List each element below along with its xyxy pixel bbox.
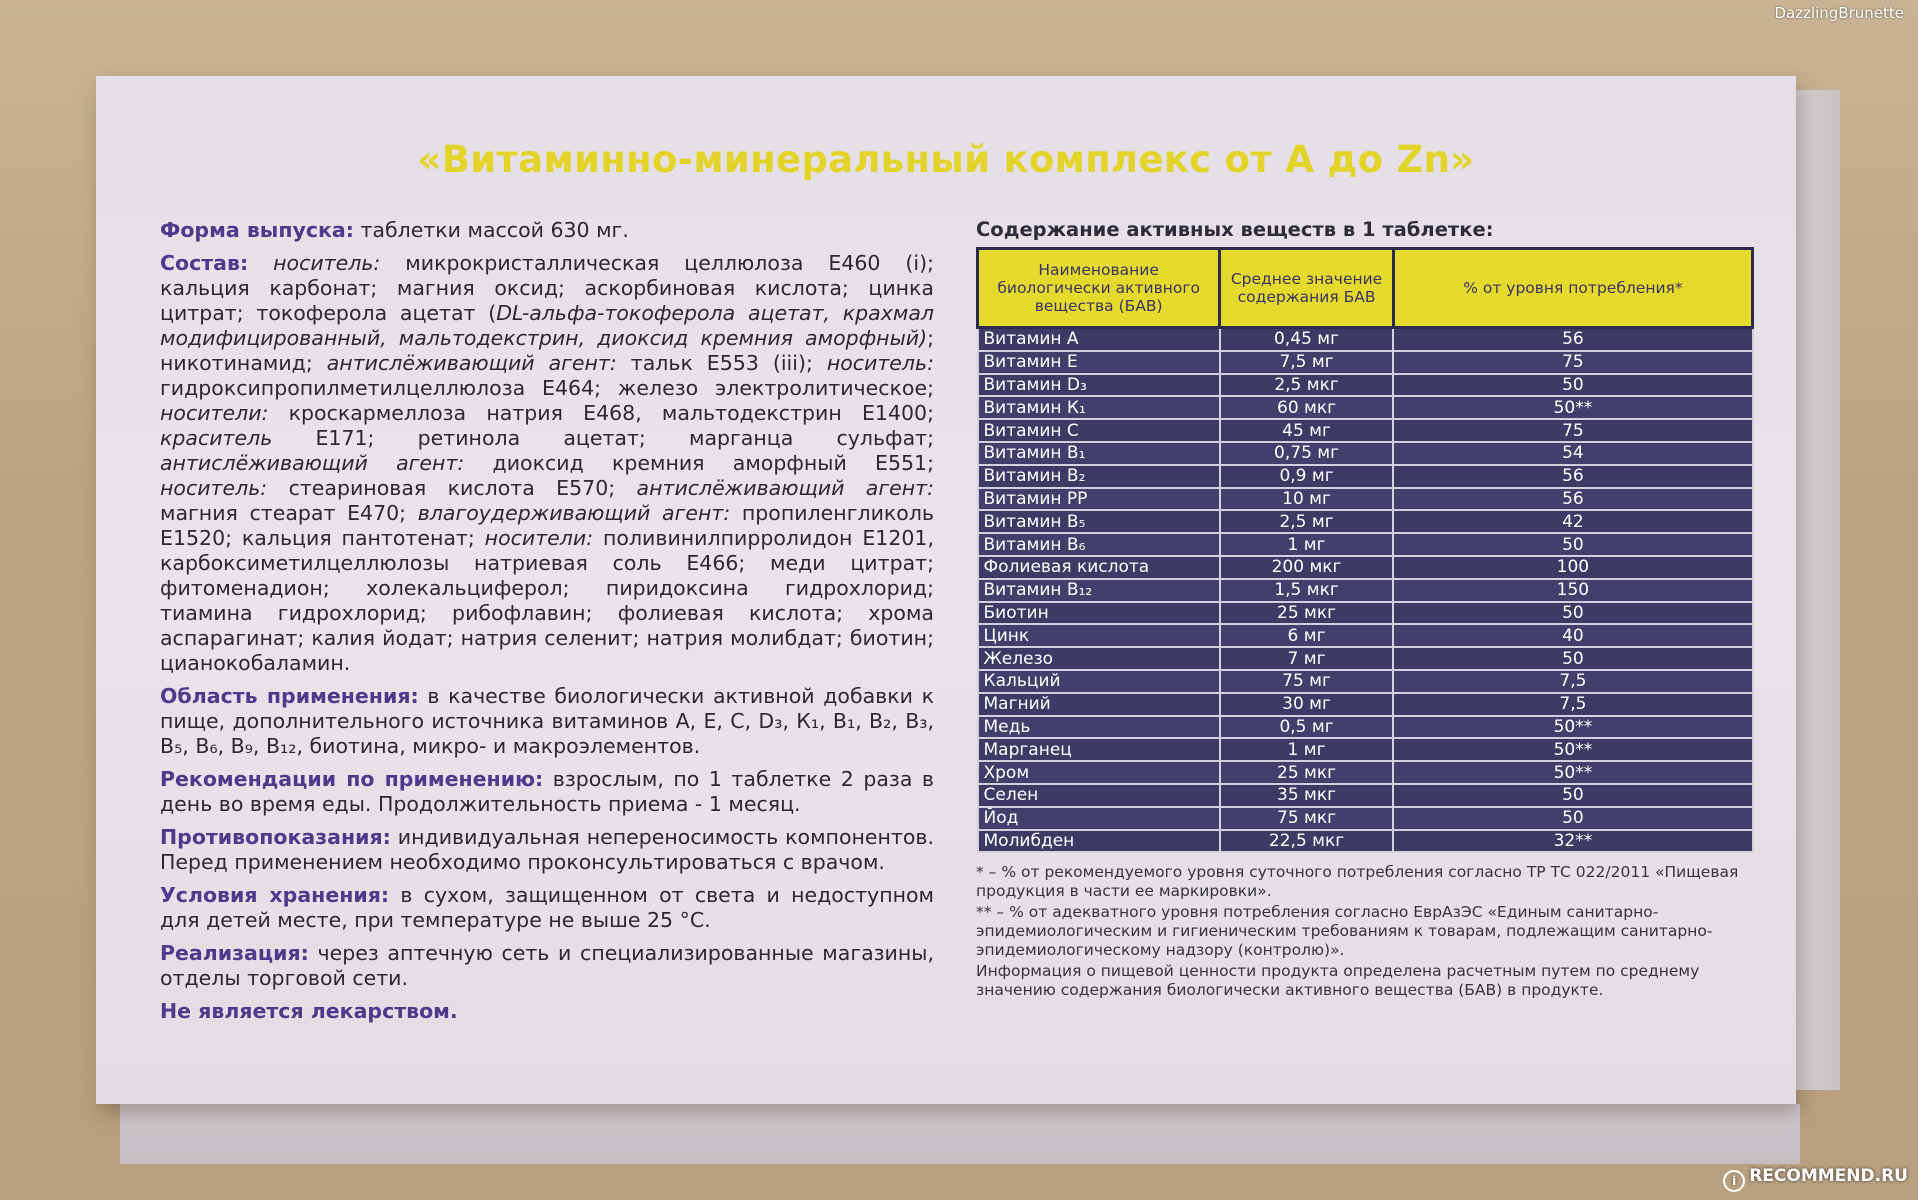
cell-percent: 50** [1393,716,1752,739]
cell-amount: 1,5 мкг [1220,579,1394,602]
recommendations-text: взрослым, по 1 таблетке 2 раза в день во время еды. Продолжительность приема - 1 месяц. [160,767,935,816]
cell-amount: 1 мг [1220,738,1394,761]
table-header-row [978,249,1753,328]
table-row [978,351,1753,374]
cell-substance: Цинк [978,624,1220,647]
table-row [978,579,1753,602]
area-text: в качестве биологически активной добавки к пище, дополнительного источника витаминов А, Е, С, D₃, К₁, В₁, В₂, В₃, В₅, В₆, В₉, В₁₂, биотина, микро- и макроэлементов. [160,684,934,758]
cell-amount: 6 мг [1220,624,1394,647]
composition-segment: носители: [484,526,594,550]
cell-substance: Селен [978,784,1220,807]
cell-amount: 7,5 мг [1220,351,1394,374]
composition-label: Состав: [160,251,249,275]
composition-segment: влагоудерживающий агент: [417,501,731,525]
composition-section [160,251,934,676]
composition-segment: краситель [160,426,273,450]
footnote-2: ** – % от адекватного уровня потребления согласно ЕврАзЭС «Единым санитарно-эпидемиологическим и гигиеническим требованиям к товарам, подлежащим санитарно-эпидемиологическому надзору (контролю)». [976,903,1713,960]
cell-percent: 56 [1393,328,1752,351]
site-watermark-text: RECOMMEND.RU [1749,1166,1908,1186]
sale-text: через аптечную сеть и специализированные магазины, отделы торговой сети. [160,941,934,990]
composition-segment: носитель: [160,476,268,500]
cell-substance: Марганец [978,738,1220,761]
cell-amount: 0,45 мг [1220,328,1394,351]
table-row [978,670,1753,693]
header-percent: % от уровня потребления* [1393,249,1752,328]
composition-segment: носитель: [248,251,381,275]
recommendations-section [160,767,934,817]
form-text: таблетки массой 630 мг. [353,218,629,242]
cell-substance: Витамин В₆ [978,533,1220,556]
cell-substance: Кальций [978,670,1220,693]
cell-amount: 7 мг [1220,647,1394,670]
cell-substance: Магний [978,693,1220,716]
area-section [160,684,934,759]
footnote-3: Информация о пищевой ценности продукта определена расчетным путем по среднему значению содержания биологически активного вещества (БАВ) в продукте. [976,962,1700,1000]
cell-amount: 25 мкг [1220,602,1394,625]
product-title: «Витаминно-минеральный комплекс от А до Zn» [417,138,1475,181]
table-row [978,442,1753,465]
cell-amount: 35 мкг [1220,784,1394,807]
composition-segment: гидроксипропилметилцеллюлоза Е464; железо электролитическое; [160,376,934,400]
cell-amount: 0,75 мг [1220,442,1394,465]
cell-substance: Витамин В₁ [978,442,1220,465]
cell-percent: 50** [1393,761,1752,784]
table-row [978,807,1753,830]
composition-segment: ; никотинамид; [160,326,934,375]
table-row [978,465,1753,488]
form-section [160,218,934,243]
cell-amount: 2,5 мкг [1220,374,1394,397]
cell-substance: Витамин В₅ [978,510,1220,533]
composition-segment: стеариновая кислота Е570; [267,476,637,500]
composition-segment: кроскармеллоза натрия Е468, мальтодекстрин Е1400; [268,401,934,425]
table-row [978,602,1753,625]
site-logo-icon: i [1723,1170,1745,1192]
cell-percent: 40 [1393,624,1752,647]
cell-percent: 50** [1393,396,1752,419]
footnote-1: * – % от рекомендуемого уровня суточного потребления согласно ТР ТС 022/2011 «Пищевая продукция в части ее маркировки». [976,863,1739,901]
not-drug-notice: Не является лекарством. [160,999,458,1023]
cell-percent: 75 [1393,419,1752,442]
table-title: Содержание активных веществ в 1 таблетке: [976,218,1494,241]
table-row [978,738,1753,761]
contraindications-text: индивидуальная непереносимость компонентов. Перед применением необходимо проконсультироваться с врачом. [160,825,934,874]
cell-amount: 0,9 мг [1220,465,1394,488]
cell-substance: Витамин А [978,328,1220,351]
cell-amount: 25 мкг [1220,761,1394,784]
composition-segment: антислёживающий агент: [636,476,935,500]
cell-percent: 50 [1393,533,1752,556]
table-row [978,624,1753,647]
sale-label: Реализация: [160,941,309,965]
sale-section [160,941,934,991]
composition-segment: DL-альфа-токоферола ацетат, крахмал модифицированный, мальтодекстрин, диоксид кремния аморфный) [160,301,935,350]
table-row [978,374,1753,397]
cell-percent: 56 [1393,488,1752,511]
storage-label: Условия хранения: [160,883,390,907]
header-amount: Среднее значение содержания БАВ [1220,249,1394,328]
table-row [978,419,1753,442]
cell-amount: 22,5 мкг [1220,830,1394,853]
nutrition-panel [976,218,1756,1002]
cell-percent: 50 [1393,647,1752,670]
composition-segment: Е171; ретинола ацетат; марганца сульфат; [272,426,934,450]
cell-percent: 150 [1393,579,1752,602]
cell-percent: 75 [1393,351,1752,374]
cell-substance: Железо [978,647,1220,670]
cell-percent: 50 [1393,602,1752,625]
cell-percent: 100 [1393,556,1752,579]
cell-amount: 75 мкг [1220,807,1394,830]
author-watermark: DazzlingBrunette [1774,4,1904,22]
box-bottom-panel [120,1104,1800,1164]
cell-percent: 50 [1393,784,1752,807]
table-row [978,716,1753,739]
table-row [978,396,1753,419]
contraindications-section [160,825,934,875]
cell-substance: Фолиевая кислота [978,556,1220,579]
table-row [978,488,1753,511]
cell-amount: 200 мкг [1220,556,1394,579]
cell-substance: Витамин Е [978,351,1220,374]
cell-substance: Витамин D₃ [978,374,1220,397]
area-label: Область применения: [160,684,419,708]
nutrition-table [976,247,1754,853]
composition-segment: тальк Е553 (iii); [616,351,827,375]
cell-percent: 7,5 [1393,670,1752,693]
table-row [978,761,1753,784]
table-row [978,784,1753,807]
cell-percent: 56 [1393,465,1752,488]
composition-segment: пропиленгликоль Е1520; кальция пантотенат; [160,501,935,550]
composition-segment: микрокристаллическая целлюлоза Е460 (i); кальция карбонат; магния оксид; аскорбиновая кислота; цинка цитрат; токоферола ацетат ( [160,251,935,325]
composition-segment: носитель: [826,351,935,375]
cell-percent: 50** [1393,738,1752,761]
cell-substance: Витамин РР [978,488,1220,511]
cell-amount: 10 мг [1220,488,1394,511]
recommendations-label: Рекомендации по применению: [160,767,544,791]
composition-segment: антислёживающий агент: [160,451,465,475]
cell-amount: 1 мг [1220,533,1394,556]
storage-text: в сухом, защищенном от света и недоступном для детей месте, при температуре не выше 25 °С. [160,883,935,932]
product-description [160,218,934,1032]
cell-substance: Йод [978,807,1220,830]
contraindications-label: Противопоказания: [160,825,391,849]
cell-percent: 54 [1393,442,1752,465]
cell-percent: 42 [1393,510,1752,533]
table-row [978,510,1753,533]
cell-amount: 75 мг [1220,670,1394,693]
cell-amount: 60 мкг [1220,396,1394,419]
cell-substance: Биотин [978,602,1220,625]
cell-amount: 2,5 мг [1220,510,1394,533]
cell-substance: Витамин К₁ [978,396,1220,419]
table-row [978,556,1753,579]
cell-amount: 45 мг [1220,419,1394,442]
composition-segment: поливинилпирролидон Е1201, карбоксиметилцеллюлозы натриевая соль Е466; меди цитрат; фитоменадион; холекальциферол; пиридоксина гидрохлорид; тиамина гидрохлорид; рибофлавин; фолиевая кислота; хрома аспарагинат; калия йодат; натрия селенит; натрия молибдат; биотин; цианокобаламин. [160,526,934,675]
package-box [96,76,1796,1104]
composition-segment: антислёживающий агент: [326,351,617,375]
cell-substance: Витамин В₁₂ [978,579,1220,602]
table-row [978,328,1753,351]
cell-percent: 32** [1393,830,1752,853]
cell-amount: 0,5 мг [1220,716,1394,739]
cell-amount: 30 мг [1220,693,1394,716]
table-footnotes [976,863,1756,1000]
table-row [978,647,1753,670]
composition-segment: магния стеарат Е470; [160,501,418,525]
storage-section [160,883,934,933]
cell-percent: 50 [1393,807,1752,830]
table-row [978,533,1753,556]
cell-substance: Молибден [978,830,1220,853]
cell-percent: 50 [1393,374,1752,397]
cell-substance: Хром [978,761,1220,784]
header-substance: Наименование биологически активного вещества (БАВ) [978,249,1220,328]
cell-percent: 7,5 [1393,693,1752,716]
form-label: Форма выпуска: [160,218,354,242]
composition-text [160,251,934,675]
cell-substance: Медь [978,716,1220,739]
composition-segment: диоксид кремния аморфный Е551; [464,451,935,475]
cell-substance: Витамин В₂ [978,465,1220,488]
table-row [978,693,1753,716]
cell-substance: Витамин С [978,419,1220,442]
composition-segment: носители: [160,401,269,425]
table-row [978,830,1753,853]
site-watermark [1723,1166,1908,1192]
